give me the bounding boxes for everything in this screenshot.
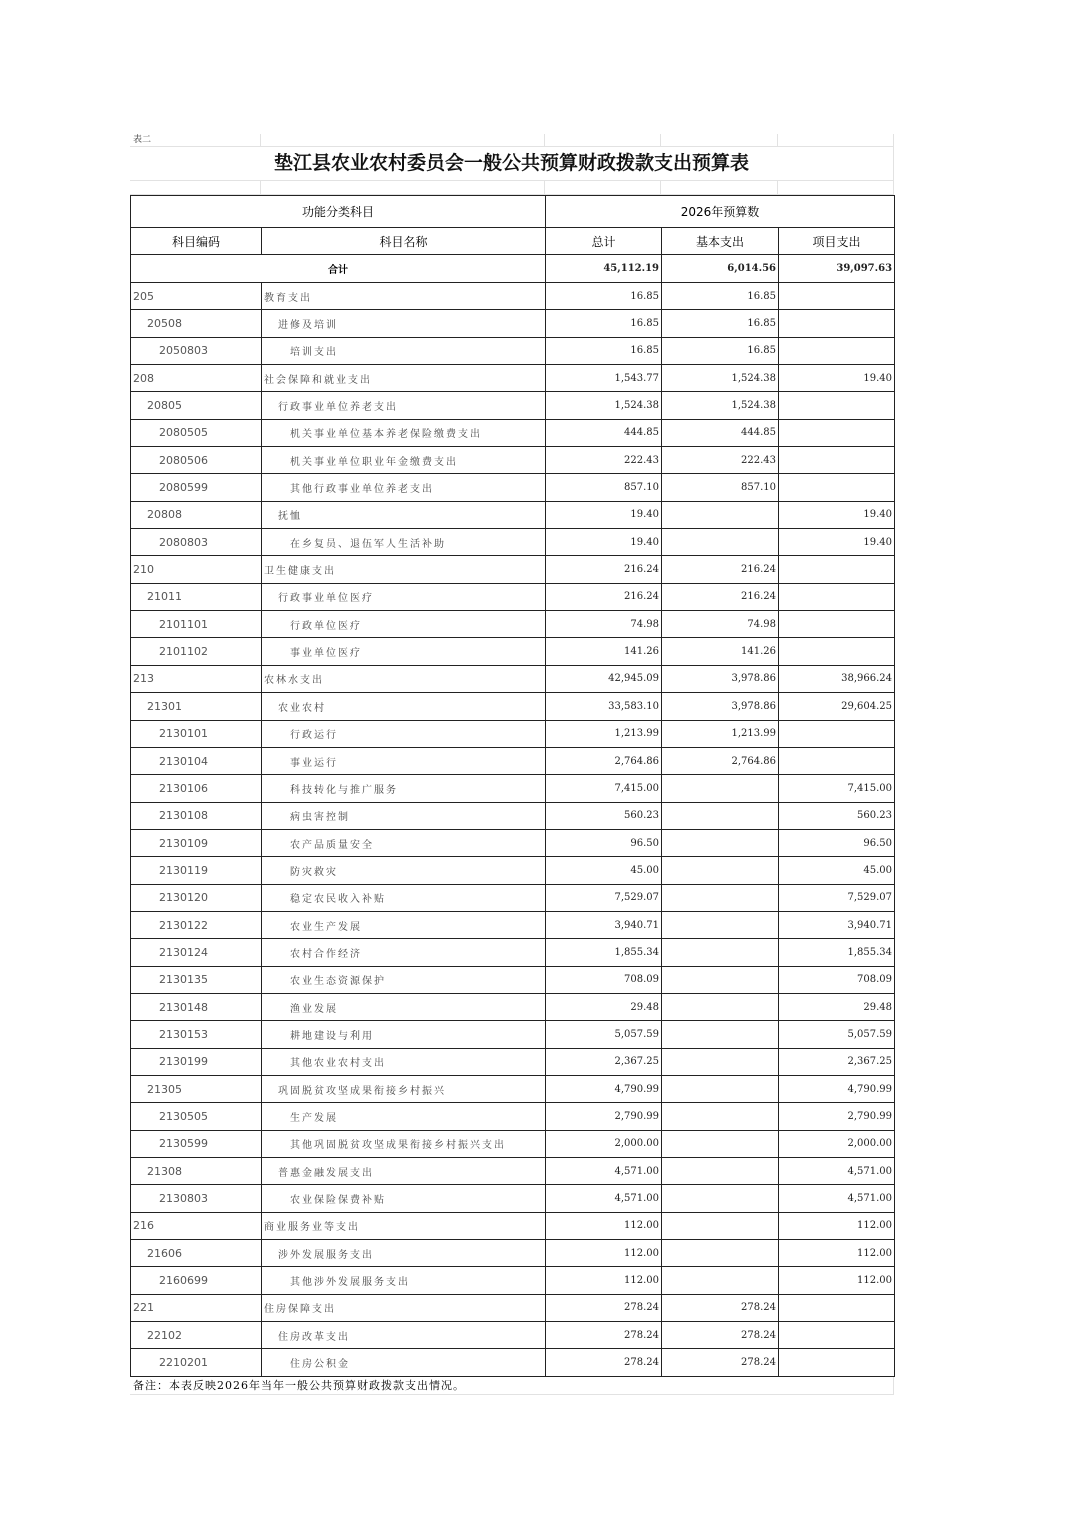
table-row — [131, 747, 895, 774]
row-project — [779, 556, 895, 583]
row-name: 涉外发展服务支出 — [262, 1240, 546, 1267]
table-row — [131, 829, 895, 856]
label-row — [130, 134, 894, 147]
row-code: 216 — [131, 1212, 262, 1239]
row-name: 其他农业农村支出 — [262, 1048, 546, 1075]
row-project: 45.00 — [779, 857, 895, 884]
row-code: 221 — [131, 1294, 262, 1321]
row-project — [779, 392, 895, 419]
table-row — [131, 447, 895, 474]
row-project: 29.48 — [779, 993, 895, 1020]
sum-basic: 6,014.56 — [662, 255, 779, 283]
row-code: 21301 — [131, 693, 262, 720]
row-total: 1,543.77 — [546, 365, 662, 392]
row-basic: 141.26 — [662, 638, 779, 665]
row-project — [779, 283, 895, 310]
row-basic — [662, 966, 779, 993]
row-project: 112.00 — [779, 1267, 895, 1294]
row-basic: 222.43 — [662, 447, 779, 474]
table-row — [131, 1212, 895, 1239]
row-basic: 16.85 — [662, 283, 779, 310]
row-name: 稳定农民收入补贴 — [262, 884, 546, 911]
row-basic — [662, 939, 779, 966]
row-project — [779, 720, 895, 747]
row-code: 21308 — [131, 1158, 262, 1185]
row-project: 708.09 — [779, 966, 895, 993]
row-basic: 216.24 — [662, 556, 779, 583]
table-row — [131, 857, 895, 884]
row-total: 216.24 — [546, 556, 662, 583]
row-total: 2,367.25 — [546, 1048, 662, 1075]
row-project: 19.40 — [779, 365, 895, 392]
row-name: 商业服务业等支出 — [262, 1212, 546, 1239]
table-row — [131, 1322, 895, 1349]
row-code: 2130119 — [131, 857, 262, 884]
row-project: 112.00 — [779, 1240, 895, 1267]
header-total: 总计 — [546, 228, 662, 255]
row-name: 防灾救灾 — [262, 857, 546, 884]
row-name: 机关事业单位职业年金缴费支出 — [262, 447, 546, 474]
row-total: 857.10 — [546, 474, 662, 501]
row-code: 2080599 — [131, 474, 262, 501]
row-total: 74.98 — [546, 611, 662, 638]
row-project — [779, 337, 895, 364]
row-project: 19.40 — [779, 529, 895, 556]
row-total: 278.24 — [546, 1322, 662, 1349]
row-total: 1,524.38 — [546, 392, 662, 419]
row-basic: 216.24 — [662, 583, 779, 610]
row-name: 普惠金融发展支出 — [262, 1158, 546, 1185]
row-code: 20805 — [131, 392, 262, 419]
row-basic: 3,978.86 — [662, 665, 779, 692]
row-total: 278.24 — [546, 1294, 662, 1321]
table-row — [131, 1021, 895, 1048]
table-row — [131, 1130, 895, 1157]
row-total: 2,764.86 — [546, 747, 662, 774]
row-name: 其他巩固脱贫攻坚成果衔接乡村振兴支出 — [262, 1130, 546, 1157]
row-total: 5,057.59 — [546, 1021, 662, 1048]
row-code: 2080803 — [131, 529, 262, 556]
row-basic — [662, 1075, 779, 1102]
row-basic — [662, 1158, 779, 1185]
row-code: 2160699 — [131, 1267, 262, 1294]
row-total: 29.48 — [546, 993, 662, 1020]
row-basic — [662, 993, 779, 1020]
row-name: 卫生健康支出 — [262, 556, 546, 583]
table-row — [131, 1158, 895, 1185]
row-name: 渔业发展 — [262, 993, 546, 1020]
row-project — [779, 1294, 895, 1321]
row-project — [779, 474, 895, 501]
row-basic: 3,978.86 — [662, 693, 779, 720]
row-project: 4,571.00 — [779, 1158, 895, 1185]
table-row — [131, 611, 895, 638]
row-basic: 16.85 — [662, 337, 779, 364]
budget-table — [130, 195, 895, 1377]
row-code: 205 — [131, 283, 262, 310]
row-basic — [662, 884, 779, 911]
row-name: 农业农村 — [262, 693, 546, 720]
row-project: 112.00 — [779, 1212, 895, 1239]
row-project: 2,367.25 — [779, 1048, 895, 1075]
table-row — [131, 966, 895, 993]
row-project — [779, 1322, 895, 1349]
row-code: 2130104 — [131, 747, 262, 774]
row-basic — [662, 829, 779, 856]
row-name: 科技转化与推广服务 — [262, 775, 546, 802]
row-name: 行政事业单位医疗 — [262, 583, 546, 610]
row-code: 20508 — [131, 310, 262, 337]
table-row — [131, 1048, 895, 1075]
table-row — [131, 1185, 895, 1212]
row-code: 2080506 — [131, 447, 262, 474]
table-row — [131, 939, 895, 966]
header-functional-category: 功能分类科目 — [131, 196, 546, 228]
row-name: 培训支出 — [262, 337, 546, 364]
row-code: 2050803 — [131, 337, 262, 364]
row-basic — [662, 501, 779, 528]
table-row — [131, 1294, 895, 1321]
table-row — [131, 1349, 895, 1376]
row-basic — [662, 775, 779, 802]
row-name: 农林水支出 — [262, 665, 546, 692]
row-name: 进修及培训 — [262, 310, 546, 337]
row-code: 2130505 — [131, 1103, 262, 1130]
row-basic — [662, 1240, 779, 1267]
table-row — [131, 583, 895, 610]
row-basic: 278.24 — [662, 1349, 779, 1376]
row-total: 33,583.10 — [546, 693, 662, 720]
row-code: 2210201 — [131, 1349, 262, 1376]
row-basic: 1,524.38 — [662, 392, 779, 419]
row-total: 112.00 — [546, 1267, 662, 1294]
row-total: 16.85 — [546, 310, 662, 337]
table-row — [131, 884, 895, 911]
row-name: 耕地建设与利用 — [262, 1021, 546, 1048]
table-row — [131, 529, 895, 556]
row-total: 7,529.07 — [546, 884, 662, 911]
header-name: 科目名称 — [262, 228, 546, 255]
sum-total: 45,112.19 — [546, 255, 662, 283]
row-code: 2130153 — [131, 1021, 262, 1048]
table-row — [131, 665, 895, 692]
row-basic: 444.85 — [662, 419, 779, 446]
row-basic — [662, 857, 779, 884]
row-code: 2130122 — [131, 911, 262, 938]
row-name: 巩固脱贫攻坚成果衔接乡村振兴 — [262, 1075, 546, 1102]
footnote: 备注：本表反映2026年当年一般公共预算财政拨款支出情况。 — [130, 1377, 894, 1395]
table-row — [131, 993, 895, 1020]
table-row — [131, 802, 895, 829]
row-total: 112.00 — [546, 1240, 662, 1267]
row-basic: 16.85 — [662, 310, 779, 337]
row-code: 2130199 — [131, 1048, 262, 1075]
row-name: 农业生产发展 — [262, 911, 546, 938]
table-row — [131, 474, 895, 501]
row-basic — [662, 1267, 779, 1294]
row-project: 19.40 — [779, 501, 895, 528]
row-name: 在乡复员、退伍军人生活补助 — [262, 529, 546, 556]
row-basic: 2,764.86 — [662, 747, 779, 774]
row-name: 行政运行 — [262, 720, 546, 747]
row-name: 社会保障和就业支出 — [262, 365, 546, 392]
row-code: 20808 — [131, 501, 262, 528]
table-row — [131, 337, 895, 364]
row-name: 事业运行 — [262, 747, 546, 774]
row-total: 3,940.71 — [546, 911, 662, 938]
row-project: 3,940.71 — [779, 911, 895, 938]
row-total: 4,571.00 — [546, 1185, 662, 1212]
row-total: 16.85 — [546, 337, 662, 364]
row-code: 2130803 — [131, 1185, 262, 1212]
row-project: 560.23 — [779, 802, 895, 829]
row-basic — [662, 529, 779, 556]
row-project — [779, 447, 895, 474]
table-row — [131, 1103, 895, 1130]
table-row — [131, 283, 895, 310]
row-basic: 857.10 — [662, 474, 779, 501]
row-basic — [662, 1185, 779, 1212]
row-code: 2080505 — [131, 419, 262, 446]
row-project — [779, 419, 895, 446]
row-total: 42,945.09 — [546, 665, 662, 692]
table-row — [131, 1240, 895, 1267]
row-code: 213 — [131, 665, 262, 692]
blank-row — [130, 181, 894, 195]
row-basic — [662, 1130, 779, 1157]
row-name: 其他涉外发展服务支出 — [262, 1267, 546, 1294]
table-row — [131, 638, 895, 665]
row-name: 农业生态资源保护 — [262, 966, 546, 993]
row-project: 7,529.07 — [779, 884, 895, 911]
table-row — [131, 775, 895, 802]
table-row — [131, 911, 895, 938]
row-code: 2101101 — [131, 611, 262, 638]
row-name: 病虫害控制 — [262, 802, 546, 829]
row-code: 21011 — [131, 583, 262, 610]
row-total: 278.24 — [546, 1349, 662, 1376]
row-name: 农村合作经济 — [262, 939, 546, 966]
row-total: 4,790.99 — [546, 1075, 662, 1102]
row-project: 4,571.00 — [779, 1185, 895, 1212]
row-basic — [662, 1021, 779, 1048]
row-total: 560.23 — [546, 802, 662, 829]
row-code: 2130599 — [131, 1130, 262, 1157]
row-code: 2130135 — [131, 966, 262, 993]
sum-label: 合计 — [131, 255, 546, 283]
row-code: 208 — [131, 365, 262, 392]
row-name: 农业保险保费补贴 — [262, 1185, 546, 1212]
row-project — [779, 310, 895, 337]
row-basic — [662, 911, 779, 938]
row-code: 2101102 — [131, 638, 262, 665]
row-name: 农产品质量安全 — [262, 829, 546, 856]
row-project: 2,790.99 — [779, 1103, 895, 1130]
row-name: 机关事业单位基本养老保险缴费支出 — [262, 419, 546, 446]
row-total: 1,855.34 — [546, 939, 662, 966]
row-project — [779, 611, 895, 638]
row-project: 96.50 — [779, 829, 895, 856]
row-code: 2130120 — [131, 884, 262, 911]
row-project: 1,855.34 — [779, 939, 895, 966]
table-row — [131, 392, 895, 419]
row-project: 5,057.59 — [779, 1021, 895, 1048]
row-name: 教育支出 — [262, 283, 546, 310]
row-basic — [662, 802, 779, 829]
row-project: 7,415.00 — [779, 775, 895, 802]
row-name: 住房公积金 — [262, 1349, 546, 1376]
row-basic: 278.24 — [662, 1322, 779, 1349]
row-name: 抚恤 — [262, 501, 546, 528]
table-row — [131, 1075, 895, 1102]
row-basic — [662, 1103, 779, 1130]
table-row — [131, 310, 895, 337]
row-name: 住房改革支出 — [262, 1322, 546, 1349]
row-project — [779, 638, 895, 665]
header-budget-2026: 2026年预算数 — [546, 196, 895, 228]
row-code: 2130109 — [131, 829, 262, 856]
row-total: 2,790.99 — [546, 1103, 662, 1130]
table-row — [131, 501, 895, 528]
row-code: 2130108 — [131, 802, 262, 829]
row-project: 4,790.99 — [779, 1075, 895, 1102]
row-basic: 278.24 — [662, 1294, 779, 1321]
row-code: 21606 — [131, 1240, 262, 1267]
header-code: 科目编码 — [131, 228, 262, 255]
row-code: 2130124 — [131, 939, 262, 966]
sum-row — [131, 255, 895, 283]
row-name: 生产发展 — [262, 1103, 546, 1130]
row-basic: 1,213.99 — [662, 720, 779, 747]
row-total: 112.00 — [546, 1212, 662, 1239]
row-code: 21305 — [131, 1075, 262, 1102]
table-row — [131, 1267, 895, 1294]
row-total: 7,415.00 — [546, 775, 662, 802]
table-label: 表二 — [130, 134, 261, 147]
page-title: 垫江县农业农村委员会一般公共预算财政拨款支出预算表 — [130, 147, 894, 181]
row-name: 其他行政事业单位养老支出 — [262, 474, 546, 501]
row-name: 事业单位医疗 — [262, 638, 546, 665]
table-row — [131, 365, 895, 392]
row-total: 19.40 — [546, 529, 662, 556]
header-group-row — [131, 196, 895, 228]
table-row — [131, 556, 895, 583]
row-basic — [662, 1212, 779, 1239]
row-code: 210 — [131, 556, 262, 583]
row-code: 2130148 — [131, 993, 262, 1020]
header-basic: 基本支出 — [662, 228, 779, 255]
row-basic — [662, 1048, 779, 1075]
sum-project: 39,097.63 — [779, 255, 895, 283]
header-row — [131, 228, 895, 255]
row-basic: 1,524.38 — [662, 365, 779, 392]
row-total: 216.24 — [546, 583, 662, 610]
header-project: 项目支出 — [779, 228, 895, 255]
row-project: 29,604.25 — [779, 693, 895, 720]
row-total: 19.40 — [546, 501, 662, 528]
row-code: 2130106 — [131, 775, 262, 802]
row-project: 2,000.00 — [779, 1130, 895, 1157]
row-code: 22102 — [131, 1322, 262, 1349]
budget-sheet — [130, 134, 894, 1395]
row-total: 4,571.00 — [546, 1158, 662, 1185]
row-name: 住房保障支出 — [262, 1294, 546, 1321]
row-total: 1,213.99 — [546, 720, 662, 747]
row-project — [779, 747, 895, 774]
row-total: 96.50 — [546, 829, 662, 856]
row-total: 2,000.00 — [546, 1130, 662, 1157]
row-basic: 74.98 — [662, 611, 779, 638]
row-project: 38,966.24 — [779, 665, 895, 692]
row-code: 2130101 — [131, 720, 262, 747]
row-total: 141.26 — [546, 638, 662, 665]
row-total: 222.43 — [546, 447, 662, 474]
row-name: 行政单位医疗 — [262, 611, 546, 638]
row-total: 16.85 — [546, 283, 662, 310]
row-project — [779, 583, 895, 610]
row-project — [779, 1349, 895, 1376]
table-row — [131, 720, 895, 747]
row-total: 45.00 — [546, 857, 662, 884]
table-row — [131, 693, 895, 720]
row-total: 708.09 — [546, 966, 662, 993]
row-total: 444.85 — [546, 419, 662, 446]
table-row — [131, 419, 895, 446]
row-name: 行政事业单位养老支出 — [262, 392, 546, 419]
